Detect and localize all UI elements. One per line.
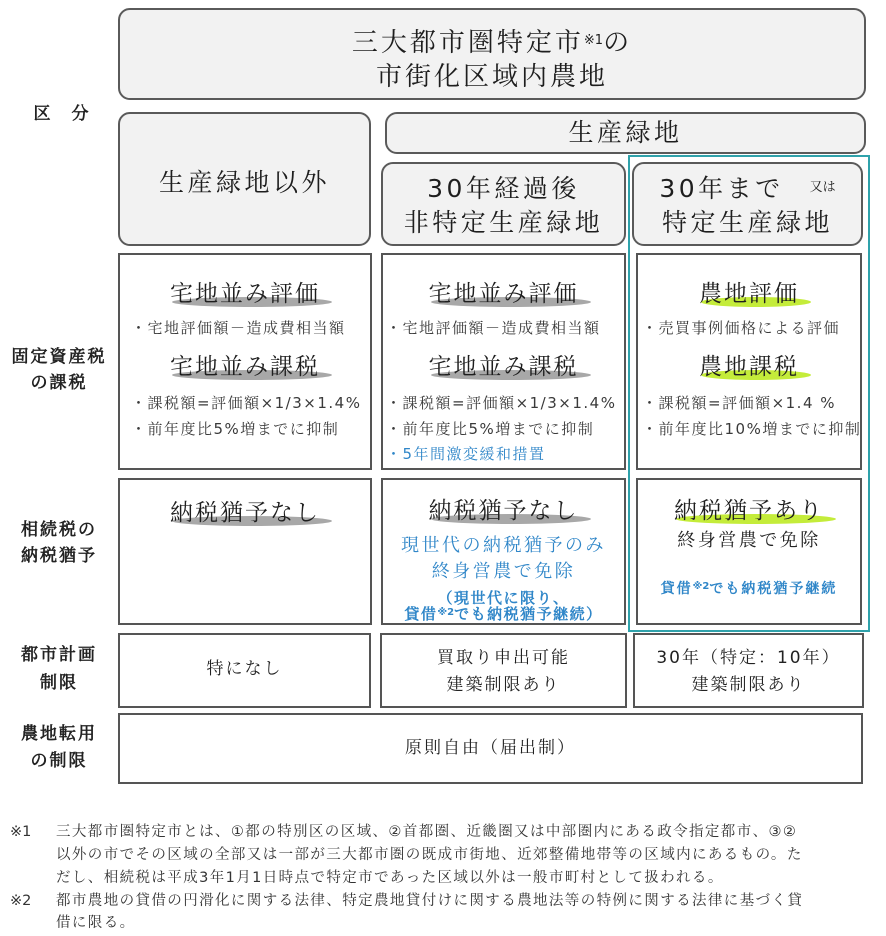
title-box: [118, 8, 866, 100]
inheritance-tax-non-production: [118, 478, 372, 625]
note-text: 貸借: [404, 605, 438, 623]
footnote-2: [10, 890, 880, 936]
cell-text: 特になし: [206, 659, 283, 679]
cell-text: 買取り申出可能: [437, 648, 570, 668]
after-30-years-box: [381, 162, 626, 246]
inheritance-tax-after-30: [381, 478, 626, 625]
heading-farmland-valuation: 農地評価: [699, 281, 799, 307]
row-label-farmland-conversion: [0, 721, 118, 775]
bullet: ・課税額=評価額×1.4 %: [642, 394, 837, 412]
city-planning-after-30: [380, 633, 627, 708]
fixed-asset-tax-non-production: [118, 253, 372, 470]
cell-text: 建築制限あり: [446, 675, 561, 695]
bullet: ・前年度比5%増までに抑制: [386, 420, 595, 438]
transition-measure-note: ・5年間激変緩和措置: [386, 445, 546, 463]
row-label-line: の課税: [30, 373, 88, 393]
fixed-asset-tax-specific: [636, 253, 862, 470]
non-production-green-label: 生産緑地以外: [158, 168, 330, 197]
city-planning-specific: [633, 633, 864, 708]
row-label-line: 制限: [40, 673, 78, 693]
title-line-2: 市街化区域内農地: [375, 62, 608, 92]
footnote-line: 都市農地の貸借の円滑化に関する法律、特定農地貸付けに関する農地法等の特例に関する法律に基づく貸: [56, 893, 804, 909]
production-green-label: 生産緑地: [568, 118, 683, 147]
heading-residential-taxation: 宅地並み課税: [170, 354, 320, 380]
title-line-1: [120, 28, 864, 58]
cell-text: 30年（特定：10年）: [656, 648, 841, 668]
row-label-line: 納税猶予: [21, 546, 97, 566]
deferral-note-line: 終身営農で免除: [431, 561, 576, 582]
bullet: ・宅地評価額－造成費相当額: [386, 319, 601, 337]
row-label-line: の制限: [30, 751, 88, 771]
farmland-conversion-all: [118, 713, 863, 784]
footnote-line: 借に限る。: [56, 915, 136, 931]
non-production-green-box: [118, 112, 371, 246]
lifetime-farming-exemption: 終身営農で免除: [677, 530, 821, 551]
note-text: 貸借: [660, 581, 693, 597]
title-end: の: [603, 28, 633, 58]
cell-text: 建築制限あり: [691, 675, 806, 695]
fixed-asset-tax-after-30: [381, 253, 626, 470]
heading-residential-taxation: 宅地並み課税: [428, 354, 579, 380]
footnote-line: だし、相続税は平成3年1月1日時点で特定市であった区域以外は一般市町村として扱われる。: [56, 870, 724, 886]
bullet: ・宅地評価額－造成費相当額: [131, 319, 346, 337]
until-30-years-text: 30年まで: [659, 174, 784, 203]
deferral-sub-note: （現世代に限り、: [437, 589, 570, 607]
classification-label: 区 分: [33, 104, 91, 124]
heading-no-deferral: 納税猶予なし: [428, 498, 579, 524]
lease-deferral-note: [638, 580, 860, 598]
row-label-fixed-asset-tax: [0, 344, 118, 396]
note-text: でも納税猶予継続: [709, 581, 838, 597]
bullet: ・課税額=評価額×1/3×1.4%: [131, 394, 362, 412]
deferral-sub-note: [383, 606, 624, 623]
after-30-years-line-1: 30年経過後: [427, 174, 580, 203]
footnote-ref-2: ※2: [692, 581, 710, 592]
row-label-line: 農地転用: [21, 724, 97, 744]
footnote-mark: ※1: [10, 824, 32, 840]
note-text: でも納税猶予継続）: [454, 605, 603, 623]
bullet: ・課税額=評価額×1/3×1.4%: [386, 394, 617, 412]
heading-deferral-available: 納税猶予あり: [674, 498, 824, 524]
row-label-city-planning: [0, 641, 118, 697]
row-label-line: 固定資産税: [11, 347, 107, 367]
row-label-line: 都市計画: [21, 645, 97, 665]
heading-farmland-taxation: 農地課税: [699, 354, 799, 380]
footnote-line: 以外の市でその区域の全部又は一部が三大都市圏の既成市街地、近郊整備地帯等の区域内にあるもの。た: [56, 847, 803, 863]
footnote-mark: ※2: [10, 893, 32, 909]
row-label-line: 相続税の: [21, 520, 97, 540]
footnote-line: 三大都市圏特定市とは、①都の特別区の区域、②首都圏、近畿圏又は中部圏内にある政令指定都市、③②: [56, 824, 798, 840]
or-label: 又は: [809, 180, 836, 195]
deferral-note-line: 現世代の納税猶予のみ: [401, 535, 606, 556]
footnote-ref-1: ※1: [583, 33, 604, 48]
until-30-years-line-2: 特定生産緑地: [661, 208, 833, 237]
footnote-ref-2: ※2: [437, 607, 455, 618]
bullet: ・前年度比5%増までに抑制: [131, 420, 340, 438]
row-label-inheritance-tax: [0, 517, 118, 569]
footnote-1: [10, 821, 880, 891]
heading-no-deferral: 納税猶予なし: [170, 500, 320, 526]
heading-residential-valuation: 宅地並み評価: [170, 281, 320, 307]
cell-text: 原則自由（届出制）: [405, 738, 576, 758]
heading-residential-valuation: 宅地並み評価: [428, 281, 579, 307]
until-30-years-box: [632, 162, 863, 246]
bullet: ・前年度比10%増までに抑制: [642, 420, 862, 438]
title-main: 三大都市圏特定市: [351, 28, 584, 58]
after-30-years-line-2: 非特定生産緑地: [403, 208, 604, 237]
production-green-box: [385, 112, 866, 154]
bullet: ・売買事例価格による評価: [642, 319, 841, 337]
until-30-years-line-1: [634, 174, 861, 205]
inheritance-tax-specific: [636, 478, 862, 625]
city-planning-non-production: [118, 633, 371, 708]
